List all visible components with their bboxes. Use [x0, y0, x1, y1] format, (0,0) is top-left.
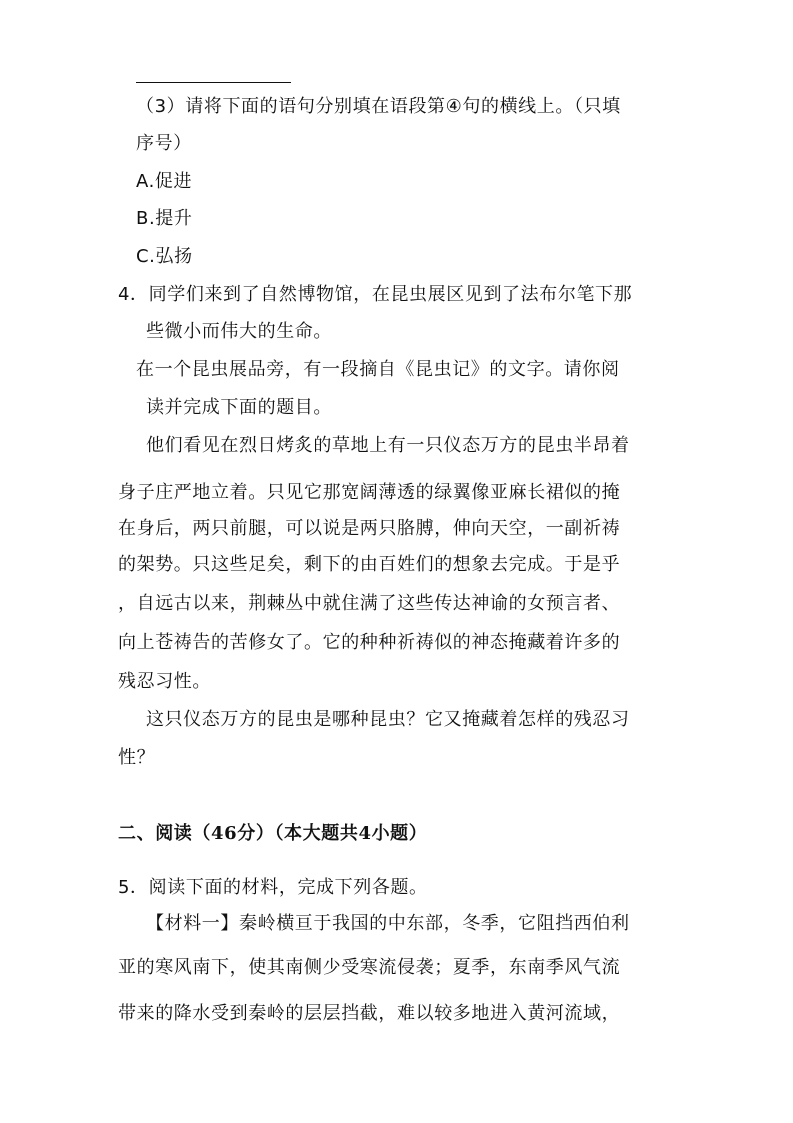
- passage-line: 的架势。只这些足矣，剩下的由百姓们的想象去完成。于是乎: [118, 554, 621, 575]
- passage-line: ，自远古以来，荆棘丛中就住满了这些传达神谕的女预言者、: [118, 593, 621, 614]
- passage-line: 身子庄严地立着。只见它那宽阔薄透的绿翼像亚麻长裙似的掩: [118, 482, 621, 503]
- q3-prompt-line2: 序号）: [136, 133, 192, 154]
- material-line: 带来的降水受到秦岭的层层挡截，难以较多地进入黄河流域，: [118, 1003, 621, 1024]
- q4-prompt-line1: 4．同学们来到了自然博物馆，在昆虫展区见到了法布尔笔下那: [118, 284, 633, 305]
- q3-option-a: A.促进: [136, 171, 193, 192]
- q4-intro-line2: 读并完成下面的题目。: [146, 397, 332, 418]
- q4-question-line2: 性？: [118, 747, 156, 768]
- passage-line: 他们看见在烈日烤炙的草地上有一只仪态万方的昆虫半昂着: [146, 435, 630, 456]
- q3-option-c: C.弘扬: [136, 246, 193, 267]
- answer-blank-line: [136, 82, 291, 83]
- material-line: 亚的寒风南下，使其南侧少受寒流侵袭；夏季，东南季风气流: [118, 957, 621, 978]
- q3-prompt-line1: （3）请将下面的语句分别填在语段第④句的横线上。（只填: [136, 96, 621, 117]
- passage-line: 残忍习性。: [118, 671, 211, 692]
- q5-prompt: 5．阅读下面的材料，完成下列各题。: [118, 877, 428, 898]
- q4-question-line1: 这只仪态万方的昆虫是哪种昆虫？它又掩藏着怎样的残忍习: [146, 709, 630, 730]
- q4-intro-line1: 在一个昆虫展品旁，有一段摘自《昆虫记》的文字。请你阅: [136, 359, 620, 380]
- q4-prompt-line2: 些微小而伟大的生命。: [146, 321, 332, 342]
- section-heading: 二、阅读（46分）（本大题共4小题）: [118, 823, 428, 844]
- passage-line: 在身后，两只前腿，可以说是两只胳膊，伸向天空，一副祈祷: [118, 518, 621, 539]
- material-line: 【材料一】秦岭横亘于我国的中东部，冬季，它阻挡西伯利: [146, 913, 630, 934]
- q3-option-b: B.提升: [136, 208, 193, 229]
- passage-line: 向上苍祷告的苦修女了。它的种种祈祷似的神态掩藏着许多的: [118, 632, 621, 653]
